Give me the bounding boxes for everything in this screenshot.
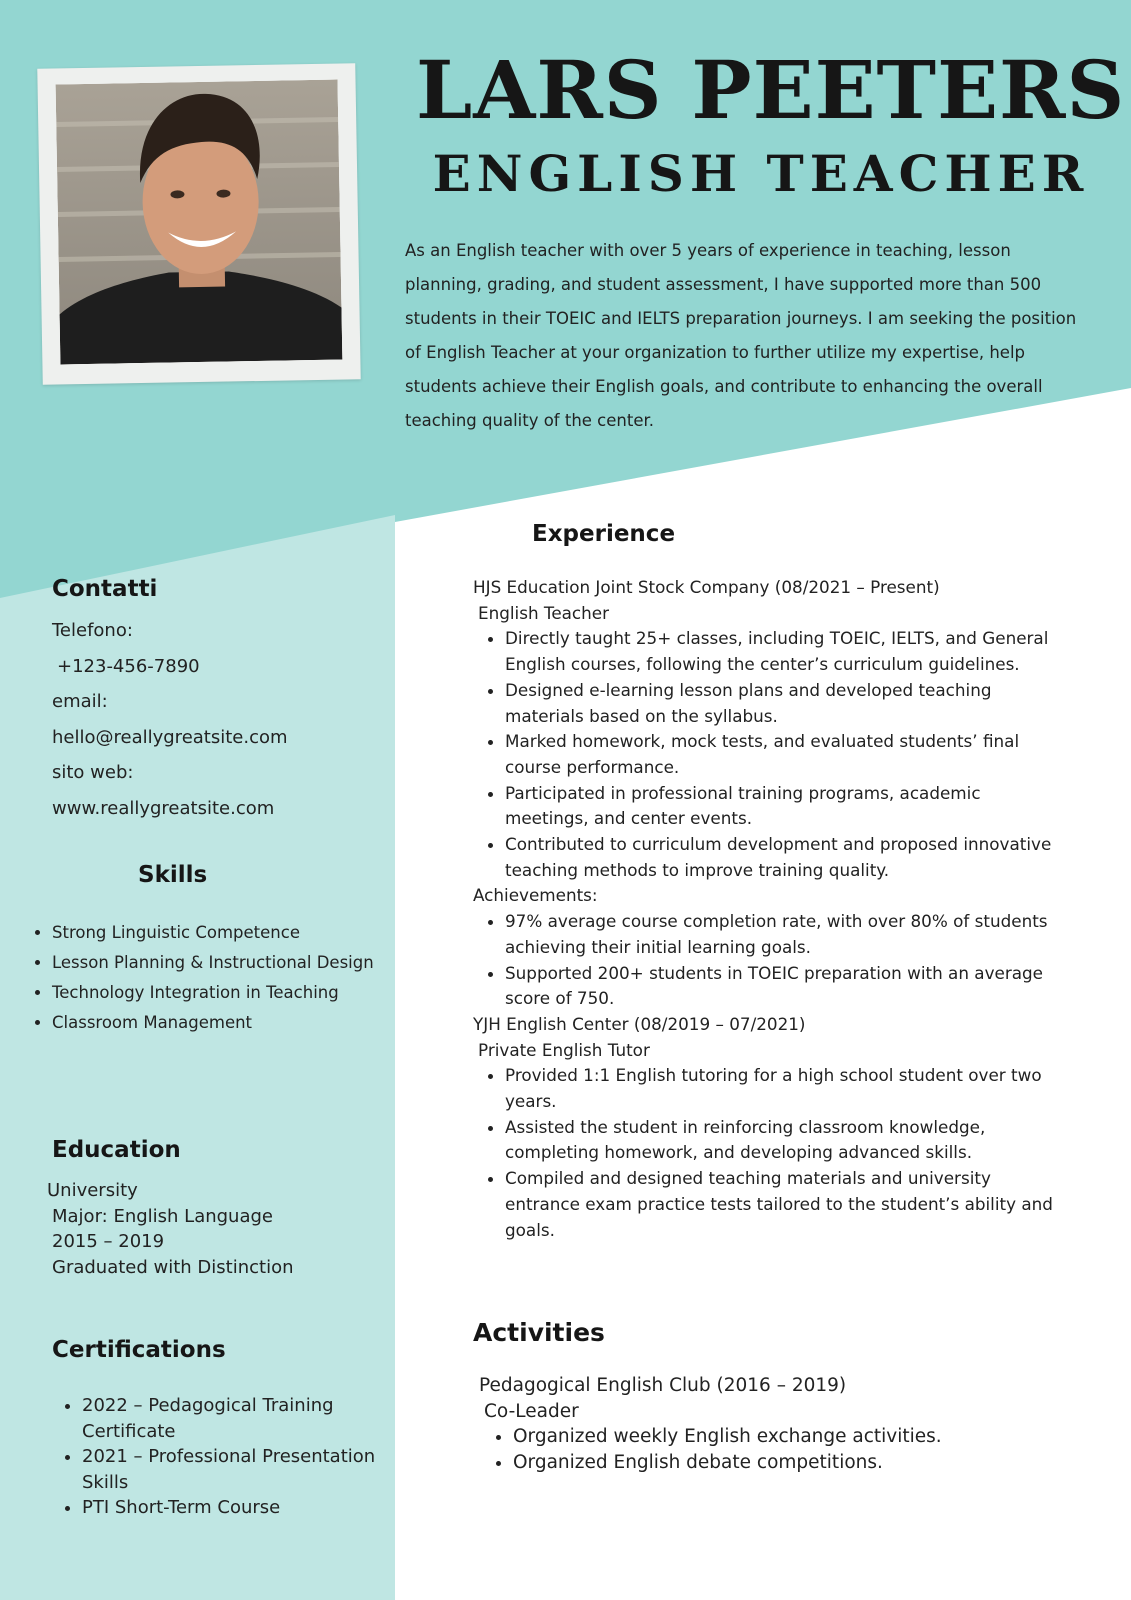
phone-value: +123-456-7890 [57,656,200,677]
job-company: HJS Education Joint Stock Company (08/2021 – Present) [473,577,940,597]
skills-heading: Skills [138,862,208,888]
phone-label: Telefono: [52,620,133,641]
list-item: • Strong Linguistic Competence [52,918,392,948]
website-label: sito web: [52,762,134,783]
education-block [47,1178,294,1280]
list-item: • Compiled and designed teaching materials and university entrance exam practice tests tailored to the student’s ability and goals. [505,1166,1063,1243]
education-school: University [47,1180,138,1201]
certifications-heading: Certifications [52,1337,226,1363]
achievements-list [473,909,1063,1012]
list-item: • 2021 – Professional Presentation Skills [82,1444,382,1495]
achievements-label: Achievements: [473,885,598,906]
activity-org: Pedagogical English Club (2016 – 2019) [479,1375,847,1396]
education-years: 2015 – 2019 [52,1231,165,1252]
list-item: • Classroom Management [52,1008,392,1038]
activity-bullets [479,1424,999,1475]
list-item: • Provided 1:1 English tutoring for a high school student over two years. [505,1063,1063,1114]
job-title: ENGLISH TEACHER [432,144,1090,203]
list-item: • Contributed to curriculum development and proposed innovative teaching methods to improve training quality. [505,832,1063,883]
activities-heading: Activities [473,1318,605,1347]
job-company: YJH English Center (08/2019 – 07/2021) [473,1013,806,1034]
list-item: • Supported 200+ students in TOEIC preparation with an average score of 750. [505,961,1063,1012]
email-value[interactable]: hello@reallygreatsite.com [52,727,288,748]
list-item: • Marked homework, mock tests, and evaluated students’ final course performance. [505,729,1063,780]
profile-summary: As an English teacher with over 5 years of experience in teaching, lesson planning, grading, and student assessment, I have supported more than 500 students in their TOEIC and IELTS preparation journeys. I am seeking the position of English Teacher at your organization to further utilize my expertise, help students achieve their English goals, and contribute to enhancing the overall teaching quality of the center. [405,241,1077,430]
job-bullets [473,1063,1063,1243]
education-honor: Graduated with Distinction [52,1256,294,1278]
contact-heading: Contatti [52,576,158,602]
experience-section [473,575,1063,1243]
activities-section [479,1373,999,1475]
job-bullets [473,626,1063,883]
job-role: English Teacher [478,602,610,623]
education-heading: Education [52,1137,181,1163]
education-major: Major: English Language [52,1205,273,1227]
list-item: • Organized English debate competitions. [513,1450,999,1476]
list-item: • Technology Integration in Teaching [52,978,392,1008]
list-item: • Participated in professional training programs, academic meetings, and center events. [505,781,1063,832]
skills-list [52,918,392,1038]
list-item: • Lesson Planning & Instructional Design [52,948,392,978]
list-item: • Directly taught 25+ classes, including TOEIC, IELTS, and General English courses, following the center’s curriculum guidelines. [505,626,1063,677]
experience-heading: Experience [532,521,676,547]
list-item: • PTI Short-Term Course [82,1495,382,1521]
list-item: • 2022 – Pedagogical Training Certificate [82,1393,382,1444]
list-item: • Assisted the student in reinforcing classroom knowledge, completing homework, and developing advanced skills. [505,1115,1063,1166]
activity-role: Co-Leader [484,1400,579,1422]
website-value[interactable]: www.reallygreatsite.com [52,798,275,819]
list-item: • Designed e-learning lesson plans and developed teaching materials based on the syllabus. [505,678,1063,729]
certifications-list [82,1393,382,1521]
profile-photo [56,80,343,365]
candidate-name: LARS PEETERS [416,43,1126,137]
email-label: email: [52,691,108,712]
list-item: • Organized weekly English exchange activities. [513,1424,999,1450]
photo-frame [37,63,360,385]
list-item: • 97% average course completion rate, with over 80% of students achieving their initial learning goals. [505,909,1063,960]
job-role: Private English Tutor [478,1039,650,1060]
